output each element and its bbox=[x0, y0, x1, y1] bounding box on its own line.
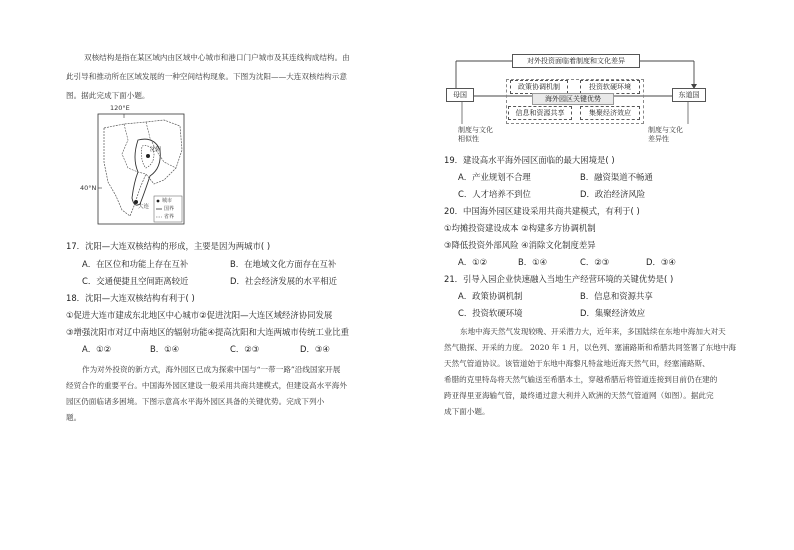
question-17 bbox=[66, 240, 270, 252]
diagram-center-label: 海外园区关键优势 bbox=[532, 93, 614, 105]
q17-option-d[interactable]: D．社会经济发展的水平相近 bbox=[230, 276, 337, 286]
left-intro bbox=[66, 48, 396, 105]
map-legend-province: 省界 bbox=[164, 214, 175, 220]
right-intro-line: 然气勘探、开采的力度。 2020 年 1 月，以色列、塞浦路斯和希腊共同签署了东地中海 bbox=[444, 343, 736, 352]
q20-option-d[interactable]: D．③④ bbox=[646, 257, 676, 267]
left-intro-line: 图。据此完成下面小题。 bbox=[66, 91, 150, 100]
left-intro2-line: 经贸合作的重要平台。中国海外园区建设一般采用共商共建模式，但建设高水平海外 bbox=[66, 381, 347, 390]
q21-option-a[interactable]: A．政策协调机制 bbox=[458, 291, 523, 301]
diagram-host-country: 东道国 bbox=[672, 88, 706, 102]
diagram-right-note-1: 制度与文化 bbox=[648, 126, 683, 134]
right-intro-line: 跨亚得里亚海输气管，最终通过意大利并入欧洲的天然气管道网（如图）。据此完 bbox=[444, 391, 714, 400]
q20-line1: ①均摊投资建设成本 ②构建多方协调机制 bbox=[444, 223, 596, 233]
q20-option-b[interactable]: B．①④ bbox=[518, 257, 548, 267]
advantage-diagram bbox=[444, 52, 704, 144]
left-intro2-line: 作为对外投资的新方式，海外园区已成为探索中国与“一带一路”沿线国家开展 bbox=[82, 365, 341, 374]
q19-stem: 19．建设高水平海外园区面临的最大困境是( ) bbox=[444, 155, 615, 165]
q17-option-b[interactable]: B．在地域文化方面存在互补 bbox=[230, 259, 337, 269]
q18-line1: ①促进大连市建成东北地区中心城市②促进沈阳—大连区域经济协同发展 bbox=[66, 310, 333, 320]
diagram-cluster-box: 集聚经济效应 bbox=[580, 106, 640, 120]
right-intro-line: 成下面小题。 bbox=[444, 407, 490, 416]
q17-option-c[interactable]: C．交通便捷且空间距离较近 bbox=[82, 276, 189, 286]
map-lat-label: 40°N bbox=[80, 184, 97, 192]
right-intro-line: 天然气管道协议。该管道始于东地中海黎凡特盆地近海天然气田，经塞浦路斯、 bbox=[444, 359, 710, 368]
left-intro-line: 双核结构是指在某区域内由区域中心城市和港口门户城市及其连线构成结构。由 bbox=[84, 53, 350, 62]
q19-option-d[interactable]: D．政治经济风险 bbox=[580, 189, 646, 199]
diagram-left-note-1: 制度与文化 bbox=[458, 126, 493, 134]
right-intro-line: 希腊的克里特岛将天然气输送至希腊本土，穿越希腊后将管道连接到目前仍在建的 bbox=[444, 375, 718, 384]
q17-stem: 17．沈阳—大连双核结构的形成，主要是因为两城市( ) bbox=[66, 241, 271, 251]
q21-option-c[interactable]: C．投资软硬环境 bbox=[458, 308, 523, 318]
q18-stem: 18．沈阳—大连双核结构有利于( ) bbox=[66, 293, 195, 303]
diagram-right-note-2: 差异性 bbox=[648, 135, 669, 143]
diagram-top-label: 对外投资面临着制度和文化差异 bbox=[512, 54, 640, 68]
q19-option-a[interactable]: A．产业规划不合理 bbox=[458, 172, 531, 182]
left-intro-line: 此引导和推动所在区域发展的一种空间结构现象。下图为沈阳——大连双核结构示意 bbox=[66, 72, 347, 81]
q18-option-c[interactable]: C．②③ bbox=[230, 344, 260, 354]
diagram-left-note-2: 相似性 bbox=[458, 135, 479, 143]
map-city-dalian: 大连 bbox=[138, 204, 150, 210]
map-lon-label: 120°E bbox=[110, 104, 130, 112]
q18-line2: ③增强沈阳市对辽中南地区的辐射功能④提高沈阳和大连两城市传统工业比重 bbox=[66, 327, 350, 337]
q21-stem: 21．引导入园企业快速融入当地生产经营环境的关键优势是( ) bbox=[444, 274, 674, 284]
q21-option-b[interactable]: B．信息和资源共享 bbox=[580, 291, 653, 301]
q19-option-c[interactable]: C．人才培养不到位 bbox=[458, 189, 531, 199]
map-legend-national: 国界 bbox=[164, 206, 175, 212]
q19-option-b[interactable]: B．融资渠道不畅通 bbox=[580, 172, 653, 182]
diagram-policy-box: 政策协调机制 bbox=[510, 80, 568, 94]
right-intro bbox=[444, 324, 744, 420]
map-legend-city: 城市 bbox=[162, 198, 173, 204]
q20-option-c[interactable]: C．②③ bbox=[580, 257, 610, 267]
right-intro-line: 东地中海天然气发现较晚、开采潜力大，近年来，多国陆续在东地中海加大对天 bbox=[460, 327, 726, 336]
map-city-shenyang: 沈阳 bbox=[150, 147, 162, 153]
left-intro2-line: 题。 bbox=[66, 413, 82, 422]
shenyang-dalian-map bbox=[80, 104, 186, 228]
left-intro2-line: 园区仍面临诸多困境。下图示意高水平海外园区具备的关键优势。完成下列小 bbox=[66, 397, 325, 406]
left-intro-2 bbox=[66, 362, 396, 426]
q20-option-a[interactable]: A．①② bbox=[458, 257, 488, 267]
q18-option-a[interactable]: A．①② bbox=[82, 344, 112, 354]
q20-line2: ③降低投资外部风险 ④消除文化制度差异 bbox=[444, 240, 596, 250]
q20-stem: 20．中国海外园区建设采用共商共建模式，有利于( ) bbox=[444, 206, 640, 216]
diagram-invest-box: 投资软硬环境 bbox=[580, 80, 640, 94]
q17-option-a[interactable]: A．在区位和功能上存在互补 bbox=[82, 259, 189, 269]
diagram-home-country: 母国 bbox=[446, 88, 474, 102]
q18-option-b[interactable]: B．①④ bbox=[150, 344, 180, 354]
diagram-info-box: 信息和资源共享 bbox=[508, 106, 572, 120]
q21-option-d[interactable]: D．集聚经济效应 bbox=[580, 308, 646, 318]
q18-option-d[interactable]: D．③④ bbox=[300, 344, 330, 354]
